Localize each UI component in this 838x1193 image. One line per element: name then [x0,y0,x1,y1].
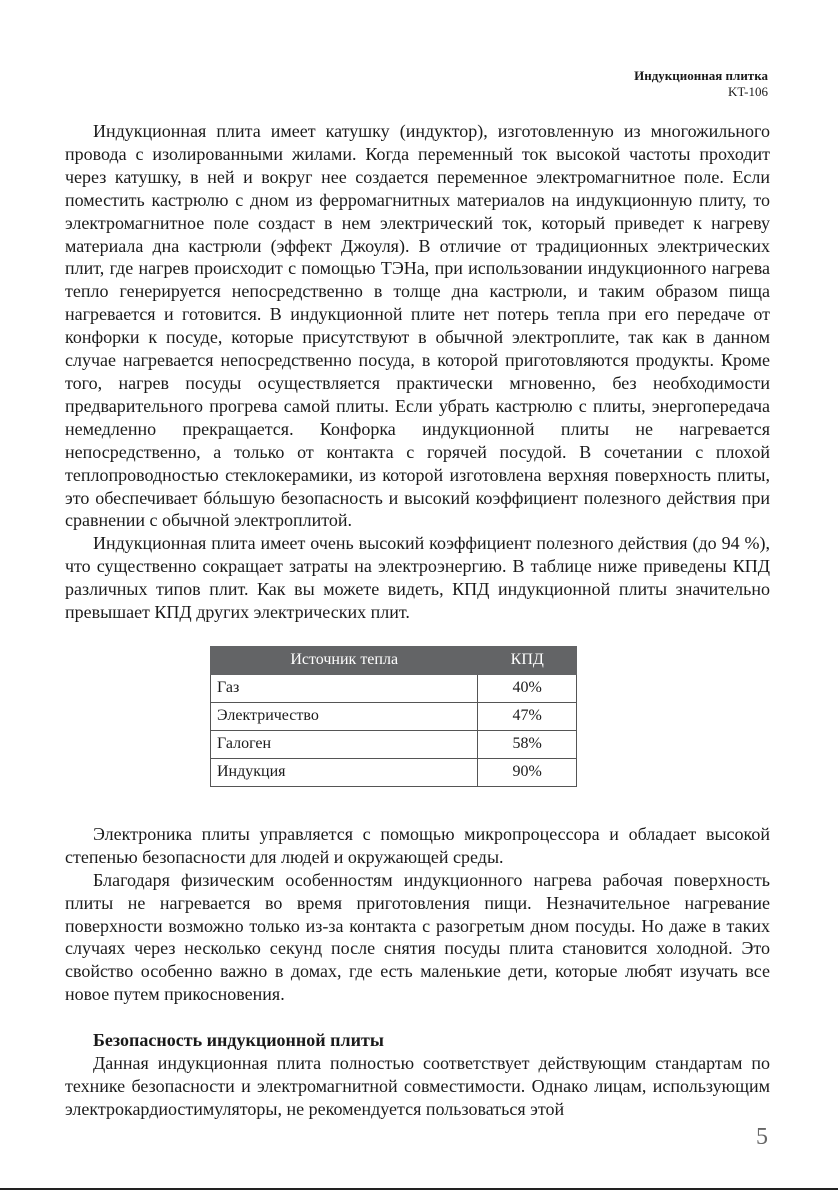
paragraph-efficiency: Индукционная плита имеет очень высокий коэффициент полезного действия (до 94 %), что существенно сокращает затраты на электроэнергию. В таблице ниже приведены КПД различных типов плит. Как вы можете видеть, КПД индукционной плиты значительно превышает КПД других электрических плит. [65,533,770,623]
table-header-row [211,646,577,674]
header-title: Индукционная плитка [634,68,768,83]
table-cell-source: Индукция [211,758,478,786]
table-header-kpd: КПД [478,646,577,674]
efficiency-table [210,646,577,787]
table-row [211,674,577,702]
table-cell-source: Газ [211,674,478,702]
table-cell-kpd: 47% [478,702,577,730]
section-title-safety: Безопасность индукционной плиты [93,1030,384,1051]
table-row [211,702,577,730]
table-header-source: Источник тепла [211,646,478,674]
table-cell-source: Электричество [211,702,478,730]
table-row [211,730,577,758]
paragraph-electronics: Электроника плиты управляется с помощью микропроцессора и обладает высокой степенью безопасности для людей и окружающей среды. [65,823,770,867]
paragraph-induction-principle: Индукционная плита имеет катушку (индуктор), изготовленную из многожильного провода с изолированными жилами. Когда переменный ток высокой частоты проходит через катушку, в ней и вокруг нее создается переменное электромагнитное поле. Если поместить кастрюлю с дном из ферромагнитных материалов на индукционную плиту, то электромагнитное поле создаст в нем электрический ток, который приведет к нагреву материала дна кастрюли (эффект Джоуля). В отличие от традиционных электрических плит, где нагрев происходит с помощью ТЭНа, при использовании индукционного нагрева тепло генерируется непосредственно в толще дна кастрюли, и таким образом пища нагревается и готовится. В индукционной плите нет потерь тепла при его передаче от конфорки к посуде, которые присутствуют в обычной электроплите, так как в данном случае нагревается непосредственно посуда, в которой приготовляются продукты. Кроме того, нагрев посуды осуществляется практически мгновенно, без необходимости предварительного прогрева самой плиты. Если убрать кастрюлю с плиты, энергопередача немедленно прекращается. Конфорка индукционной плиты не нагревается непосредственно, а только от контакта с горячей посудой. В сочетании с плохой теплопроводностью стеклокерамики, из которой изготовлена верхняя поверхность плиты, это обеспечивает бóльшую безопасность и высокий коэффициент полезного действия при сравнении с обычной электроплитой. [65,121,770,531]
paragraph-safety-standards: Данная индукционная плита полностью соответствует действующим стандартам по технике безопасности и электромагнитной совместимости. Однако лицам, использующим электрокардиостимуляторы, не рекомендуется пользоваться этой [65,1053,770,1119]
page-header [634,68,768,100]
table-cell-kpd: 90% [478,758,577,786]
bottom-divider [0,1188,838,1190]
table-spacer [65,787,770,823]
table-cell-source: Галоген [211,730,478,758]
header-model: KT-106 [728,84,768,99]
table-cell-kpd: 58% [478,730,577,758]
table-cell-kpd: 40% [478,674,577,702]
main-content [65,120,770,1121]
page-number: 5 [756,1124,768,1150]
table-row [211,758,577,786]
paragraph-surface-safety: Благодаря физическим особенностям индукционного нагрева рабочая поверхность плиты не нагревается во время приготовления пищи. Незначительное нагревание поверхности возможно только из-за контакта с разогретым дном посуды. Но даже в таких случаях через несколько секунд после снятия посуды плита становится холодной. Это свойство особенно важно в домах, где есть маленькие дети, которые любят изучать все новое путем прикосновения. [65,869,770,1005]
